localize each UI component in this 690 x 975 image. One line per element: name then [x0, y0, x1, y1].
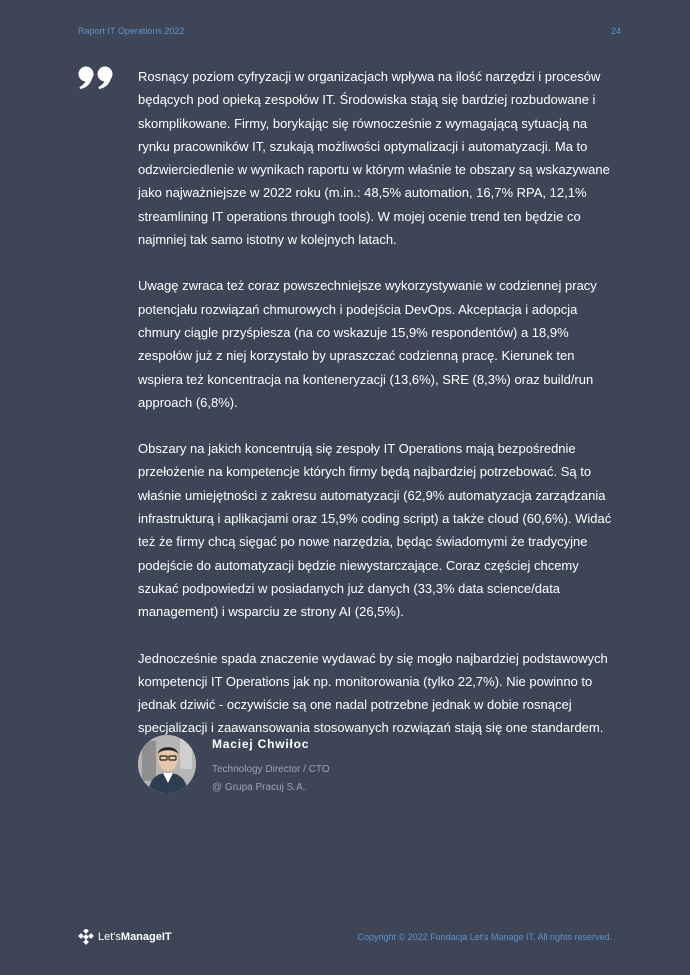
logo-text-regular: Let's — [98, 931, 121, 943]
header-report-title: Raport IT Operations 2022 — [78, 26, 185, 36]
author-block — [138, 735, 538, 795]
logo-text-bold: ManageIT — [120, 931, 172, 943]
paragraph-4: Jednocześnie spada znaczenie wydawać by się mogło najbardziej podstawowych kompetencji IT Operations jak np. monitorowania (tylko 22,7%). Nie powinno to jednak dziwić - oczywiście są one nadal potrzebne jednak w dobie rosnącej specjalizacji i zaawansowania stosowanych rozwiązań stają się one standardem. — [138, 650, 608, 736]
header-page-number: 24 — [611, 26, 622, 36]
paragraph-2: Uwagę zwraca też coraz powszechniejsze wykorzystywanie w codziennej pracy potencjału rozwiązań chmurowych i podejścia DevOps. Akceptacja i adopcja chmury ciągle przyśpiesza (na co wskazuje 15,9% respondentów) a 18,9% zespołów już z niej korzystało by upraszczać codzienną pracę. Kierunek ten wspiera też koncentracja na konteneryzacji (13,6%), SRE (8,3%) oraz build/run approach (6,8%). — [138, 278, 597, 410]
brand-logo — [78, 929, 172, 945]
author-name: Maciej Chwiłoc — [212, 737, 310, 751]
author-role: Technology Director / CTO — [212, 764, 330, 775]
author-avatar — [138, 735, 196, 793]
paragraph-3: Obszary na jakich koncentrują się zespoły IT Operations mają bezpośrednie przełożenie na kompetencje których firmy będą najbardziej potrzebować. Są to właśnie umiejętności z zakresu automatyzacji (62,9% automatyzacja zarządzania infrastrukturą i aplikacjami oraz 15,9% coding script) a także cloud (60,6%). Widać też że firmy chcą sięgać po nowe narzędzia, będąc świadomymi że tradycyjne podejście do automatyzacji będzie niewystarczające. Coraz częściej chcemy szukać podpowiedzi w posiadanych już danych (33,3% data science/data management) i wsparciu ze strony AI (26,5%). — [138, 441, 612, 620]
quote-body — [138, 65, 616, 763]
paragraph-1: Rosnący poziom cyfryzacji w organizacjach wpływa na ilość narzędzi i procesów będących pod opieką zespołów IT. Środowiska stają się bardziej rozbudowane i skomplikowane. Firmy, borykając się równocześnie z wymagającą sytuacją na rynku pracowników IT, szukają możliwości optymalizacji i automatyzacji. Ma to odzwierciedlenie w wynikach raportu w którym właśnie te obszary są wskazywane jako najważniejsze w 2022 roku (m.in.: 48,5% automation, 16,7% RPA, 12,1% streamlining IT operations through tools). W mojej ocenie trend ten będzie co najmniej tak samo istotny w kolejnych latach. — [138, 69, 610, 248]
author-organization: @ Grupa Pracuj S.A. — [212, 782, 306, 793]
logo-icon — [78, 929, 94, 945]
quote-icon — [78, 66, 114, 90]
footer-copyright: Copyright © 2022 Fundacja Let's Manage IT. All rights reserved. — [357, 932, 612, 942]
person-icon — [138, 735, 196, 793]
